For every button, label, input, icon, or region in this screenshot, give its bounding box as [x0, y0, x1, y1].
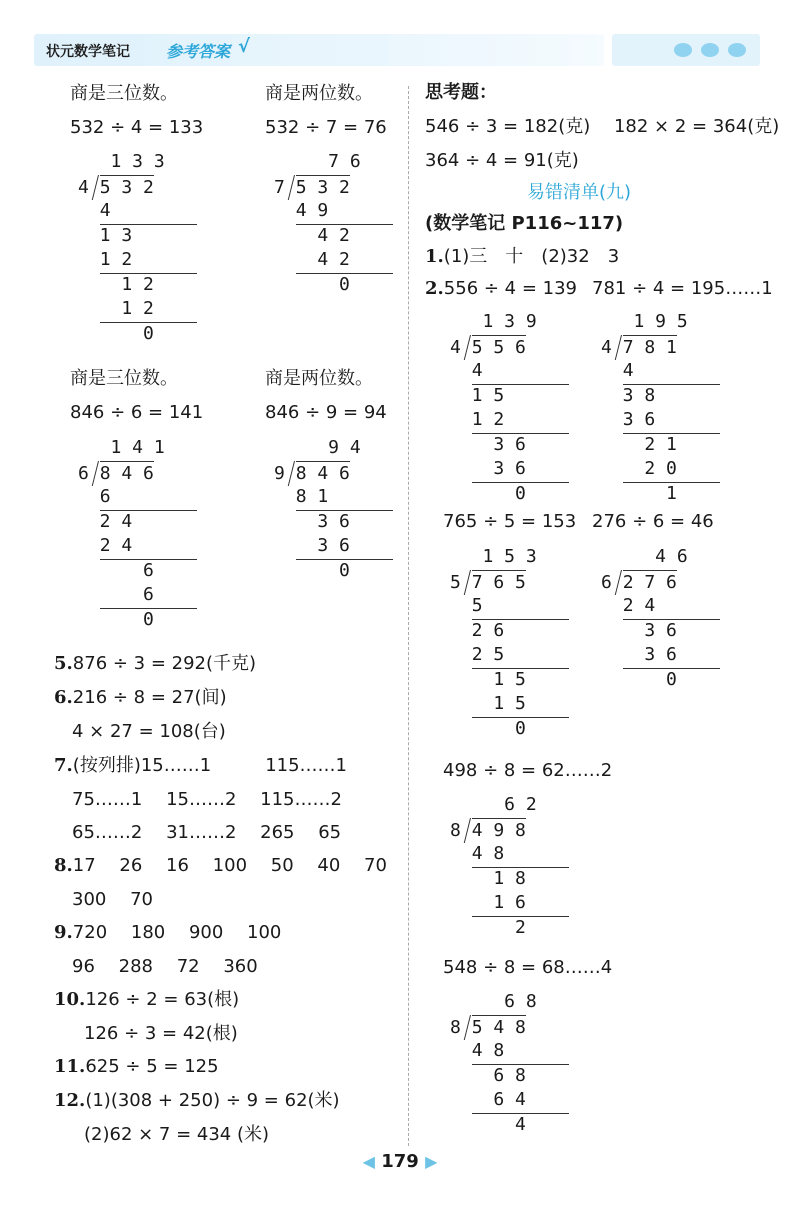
ld-row: 2 4: [78, 534, 197, 559]
ld-row: 2 1: [601, 433, 677, 455]
ld-row: 1 3: [78, 224, 133, 246]
ld-row: 1 5 3: [450, 546, 537, 567]
ld-row: 4 8: [450, 1039, 569, 1064]
ld-row: 0: [274, 273, 350, 295]
ld-row: 6: [78, 583, 197, 608]
ld-row: 1 5: [450, 692, 569, 717]
section-title: 易错清单(九): [527, 182, 632, 203]
answer-item: 300 70: [72, 889, 153, 910]
ld-row: 6 8: [450, 1064, 526, 1086]
ld-row: 2 6: [450, 619, 505, 641]
long-division: [78, 150, 197, 346]
page-number-text: 179: [381, 1151, 419, 1172]
equation: 781 ÷ 4 = 195……1: [592, 278, 773, 299]
ld-row: 7 6: [274, 151, 361, 172]
answer-item: 10.126 ÷ 2 = 63(根): [54, 989, 240, 1010]
ld-row: 3 8: [601, 384, 656, 406]
answer-item: 126 ÷ 3 = 42(根): [84, 1023, 238, 1044]
right-arrow-icon: ▶: [425, 1152, 438, 1171]
division-bracket: 5 5 6: [472, 335, 526, 361]
division-bracket: 2 7 6: [623, 570, 677, 596]
left-arrow-icon: ◀: [362, 1152, 375, 1171]
ld-row: 1 6: [450, 891, 569, 916]
ld-row: 2 4: [601, 594, 720, 619]
ld-row: 4 5 3 2: [78, 175, 197, 200]
division-bracket: 8 4 6: [296, 461, 350, 487]
ld-row: 6 2 7 6: [601, 570, 720, 595]
ld-row: 3 6: [601, 643, 720, 668]
ld-row: 6 4: [450, 1088, 569, 1113]
long-division: [274, 150, 393, 297]
ld-row: 1 9 5: [601, 311, 688, 332]
ld-row: 4 7 8 1: [601, 335, 720, 360]
ld-row: 4 2: [274, 248, 393, 273]
ld-row: 0: [450, 717, 526, 739]
answer-item: 6.216 ÷ 8 = 27(间): [54, 687, 227, 708]
ld-row: 4: [78, 199, 197, 224]
dot-icon: [728, 43, 746, 57]
ld-row: 1 8: [450, 867, 526, 889]
ld-row: 0: [78, 322, 154, 344]
division-bracket: 4 9 8: [472, 818, 526, 844]
ld-row: 3 6: [274, 534, 393, 559]
ld-row: 4 8: [450, 842, 569, 867]
equation: 846 ÷ 6 = 141: [70, 402, 204, 423]
answer-item: 9.720 180 900 100: [54, 922, 282, 943]
ld-row: 3 6: [601, 619, 677, 641]
ld-row: 3 6: [274, 510, 350, 532]
equation: 532 ÷ 7 = 76: [265, 117, 387, 138]
ld-row: 4 2: [274, 224, 350, 246]
ld-row: 2 4: [78, 510, 133, 532]
column-divider: [408, 86, 409, 1146]
answer-item: 11.625 ÷ 5 = 125: [54, 1056, 219, 1077]
think-title: 思考题：: [425, 82, 497, 103]
check-icon: √: [238, 36, 251, 57]
answer-item: 7.(按列排)15……1 115……1: [54, 755, 348, 776]
long-division: [601, 545, 720, 692]
long-division: [601, 310, 720, 506]
ld-row: 1: [601, 482, 677, 504]
ld-row: 2 0: [601, 457, 720, 482]
ld-row: 3 6: [601, 408, 720, 433]
dot-icon: [701, 43, 719, 57]
answer-item: 65……2 31……2 265 65: [72, 822, 342, 843]
ld-row: 0: [78, 608, 154, 630]
ld-row: 9 8 4 6: [274, 461, 393, 486]
division-bracket: 7 6 5: [472, 570, 526, 596]
ld-row: 0: [601, 668, 677, 690]
division-bracket: 7 8 1: [623, 335, 677, 361]
ld-row: 6: [78, 485, 197, 510]
equation: 364 ÷ 4 = 91(克): [425, 150, 579, 171]
answer-item: 5.876 ÷ 3 = 292(千克): [54, 653, 257, 674]
ld-row: 8 5 4 8: [450, 1015, 569, 1040]
ld-row: 1 2: [78, 297, 197, 322]
long-division: [274, 436, 393, 583]
ld-row: 4 6: [601, 546, 688, 567]
division-bracket: 5 3 2: [100, 175, 154, 201]
ld-row: 2: [450, 916, 526, 938]
ld-row: 3 6: [450, 433, 526, 455]
division-bracket: 5 3 2: [296, 175, 350, 201]
quotient-note: 商是三位数。: [70, 83, 178, 104]
division-bracket: 8 4 6: [100, 461, 154, 487]
ld-row: 6 8: [450, 991, 537, 1012]
equation: 276 ÷ 6 = 46: [592, 511, 714, 532]
ld-row: 4: [450, 359, 569, 384]
long-division: [450, 990, 569, 1137]
ld-row: 4: [601, 359, 720, 384]
book-title: 状元数学笔记: [46, 44, 130, 60]
ld-row: 1 4 1: [78, 437, 165, 458]
long-division: [450, 310, 569, 506]
equation: 532 ÷ 4 = 133: [70, 117, 204, 138]
quotient-note: 商是两位数。: [265, 368, 373, 389]
equation: 546 ÷ 3 = 182(克) 182 × 2 = 364(克): [425, 116, 780, 137]
ld-row: 6 8 4 6: [78, 461, 197, 486]
equation: 846 ÷ 9 = 94: [265, 402, 387, 423]
answer-item: 12.(1)(308 + 250) ÷ 9 = 62(米): [54, 1090, 340, 1111]
ld-row: 4 9: [274, 199, 393, 224]
ld-row: 4 5 5 6: [450, 335, 569, 360]
page-header: [34, 34, 760, 66]
equation: 765 ÷ 5 = 153: [443, 511, 577, 532]
equation: 548 ÷ 8 = 68……4: [443, 957, 613, 978]
division-bracket: 5 4 8: [472, 1015, 526, 1041]
ld-row: 1 5: [450, 668, 526, 690]
section-subtitle: (数学笔记 P116~117): [425, 213, 624, 234]
ld-row: 1 3 3: [78, 151, 165, 172]
ld-row: 0: [274, 559, 350, 581]
ld-row: 1 2: [78, 248, 197, 273]
answer-item: 1.(1)三 十 (2)32 3: [425, 246, 620, 267]
ld-row: 1 2: [78, 273, 154, 295]
answer-item: 4 × 27 = 108(台): [72, 721, 226, 742]
dot-icon: [674, 43, 692, 57]
ld-row: 6 2: [450, 794, 537, 815]
ld-row: 8 4 9 8: [450, 818, 569, 843]
quotient-note: 商是三位数。: [70, 368, 178, 389]
answers-label: 参考答案: [166, 42, 231, 61]
ld-row: 8 1: [274, 485, 393, 510]
quotient-note: 商是两位数。: [265, 83, 373, 104]
long-division: [450, 793, 569, 940]
long-division: [78, 436, 197, 632]
ld-row: 1 3 9: [450, 311, 537, 332]
answer-item: (2)62 × 7 = 434 (米): [84, 1124, 270, 1145]
ld-row: 5: [450, 594, 569, 619]
ld-row: 6: [78, 559, 154, 581]
answer-item: 8.17 26 16 100 50 40 70: [54, 855, 387, 876]
ld-row: 1 5: [450, 384, 505, 406]
ld-row: 2 5: [450, 643, 569, 668]
answer-item: 2.556 ÷ 4 = 139: [425, 278, 578, 299]
ld-row: 3 6: [450, 457, 569, 482]
ld-row: 1 2: [450, 408, 569, 433]
ld-row: 9 4: [274, 437, 361, 458]
ld-row: 4: [450, 1113, 526, 1135]
long-division: [450, 545, 569, 741]
equation: 498 ÷ 8 = 62……2: [443, 760, 613, 781]
answer-item: 96 288 72 360: [72, 956, 258, 977]
ld-row: 7 5 3 2: [274, 175, 393, 200]
decorative-dots: [674, 42, 755, 61]
page-number: [0, 1151, 800, 1172]
answer-item: 75……1 15……2 115……2: [72, 789, 342, 810]
ld-row: 0: [450, 482, 526, 504]
ld-row: 5 7 6 5: [450, 570, 569, 595]
